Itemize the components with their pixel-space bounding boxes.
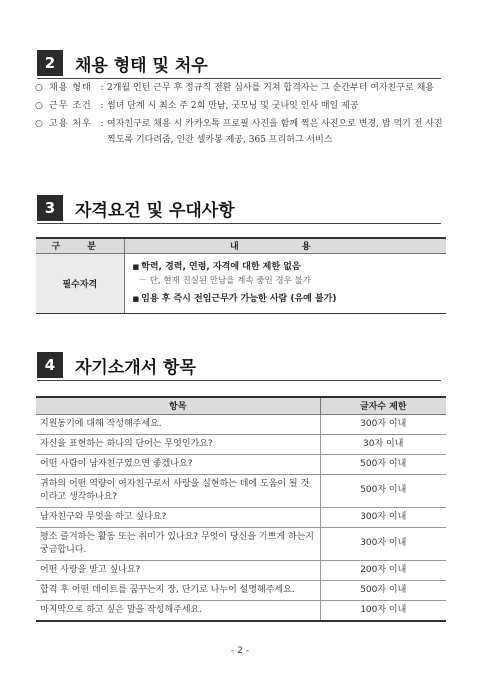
requirement-note: － 단, 현재 진실된 만남을 계속 중인 경우 불가 bbox=[138, 276, 311, 286]
section-2-header bbox=[37, 50, 208, 76]
section-3-header bbox=[37, 195, 235, 221]
self-intro-table bbox=[36, 396, 446, 622]
limit-cell: 300자 이내 bbox=[320, 414, 446, 434]
section-divider bbox=[37, 223, 441, 224]
column-header: 내 용 bbox=[124, 238, 446, 253]
page-number: - 2 - bbox=[231, 646, 249, 656]
table-row bbox=[36, 414, 446, 434]
question-cell: 남자친구와 무엇을 하고 싶나요? bbox=[36, 507, 320, 527]
table-row bbox=[36, 253, 446, 313]
question-cell: 평소 즐겨하는 활동 또는 취미가 있나요? 무엇이 당신을 기쁘게 하는지 궁금합니다. bbox=[36, 527, 320, 560]
requirements-table bbox=[36, 237, 446, 314]
employment-conditions bbox=[35, 80, 445, 150]
table-row bbox=[36, 560, 446, 580]
section-number: 4 bbox=[37, 352, 63, 378]
row-label: 필수자격 bbox=[36, 253, 124, 313]
column-header: 항목 bbox=[36, 397, 320, 414]
section-title: 자기소개서 항목 bbox=[75, 357, 196, 378]
requirement-content bbox=[124, 253, 446, 313]
question-cell: 자신을 표현하는 하나의 단어는 무엇인가요? bbox=[36, 434, 320, 454]
question-cell: 지원동기에 대해 작성해주세요. bbox=[36, 414, 320, 434]
limit-cell: 200자 이내 bbox=[320, 560, 446, 580]
section-number: 2 bbox=[37, 50, 63, 76]
limit-cell: 500자 이내 bbox=[320, 454, 446, 474]
table-row bbox=[36, 434, 446, 454]
table-row bbox=[36, 580, 446, 600]
question-cell: 마지막으로 하고 싶은 말을 작성해주세요. bbox=[36, 600, 320, 621]
table-header-row bbox=[36, 397, 446, 414]
limit-cell: 100자 이내 bbox=[320, 600, 446, 621]
section-4-header bbox=[37, 352, 196, 378]
section-divider bbox=[37, 380, 441, 381]
limit-cell: 300자 이내 bbox=[320, 527, 446, 560]
condition-item: ○ 근무 조건 : 썸녀 단계 시 최소 주 2회 만남, 굿모닝 및 굿나잇 인사 매일 제공 bbox=[35, 101, 359, 111]
section-divider bbox=[37, 78, 441, 79]
question-cell: 어떤 사랑을 받고 싶나요? bbox=[36, 560, 320, 580]
section-title: 자격요건 및 우대사항 bbox=[75, 200, 235, 221]
condition-item: ○ 채용 형태 : 2개월 인턴 근무 후 정규직 전환 심사를 거쳐 합격자는 그 순간부터 여자친구로 채용 bbox=[35, 83, 434, 93]
column-header: 글자수 제한 bbox=[320, 397, 446, 414]
table-row bbox=[36, 527, 446, 560]
table-header-row bbox=[36, 238, 446, 253]
question-cell: 어떤 사람이 남자친구였으면 좋겠나요? bbox=[36, 454, 320, 474]
requirement-line: ■ 학력, 경력, 연령, 자격에 대한 제한 없음 bbox=[132, 262, 301, 272]
table-row bbox=[36, 600, 446, 621]
limit-cell: 300자 이내 bbox=[320, 507, 446, 527]
question-cell: 합격 후 어떤 데이트를 꿈꾸는지 장, 단기로 나누어 설명해주세요. bbox=[36, 580, 320, 600]
section-number: 3 bbox=[37, 195, 63, 221]
question-cell: 귀하의 어떤 역량이 여자친구로서 사랑을 실현하는 데에 도움이 될 것이라고 생각하나요? bbox=[36, 474, 320, 507]
table-row bbox=[36, 474, 446, 507]
section-title: 채용 형태 및 처우 bbox=[75, 55, 208, 76]
table-row bbox=[36, 454, 446, 474]
table-row bbox=[36, 507, 446, 527]
requirement-line: ■ 임용 후 즉시 전임근무가 가능한 사람 (유예 불가) bbox=[132, 294, 337, 304]
limit-cell: 500자 이내 bbox=[320, 474, 446, 507]
limit-cell: 30자 이내 bbox=[320, 434, 446, 454]
limit-cell: 500자 이내 bbox=[320, 580, 446, 600]
column-header: 구 분 bbox=[36, 238, 124, 253]
condition-item: ○ 고용 처우 : 여자친구로 채용 시 카카오톡 프로필 사진을 함께 찍은 사진으로 변경, 밥 먹기 전 사진 찍도록 기다려줌, 인간 셀카봉 제공, 365 프리허그 서비스 bbox=[35, 119, 443, 145]
